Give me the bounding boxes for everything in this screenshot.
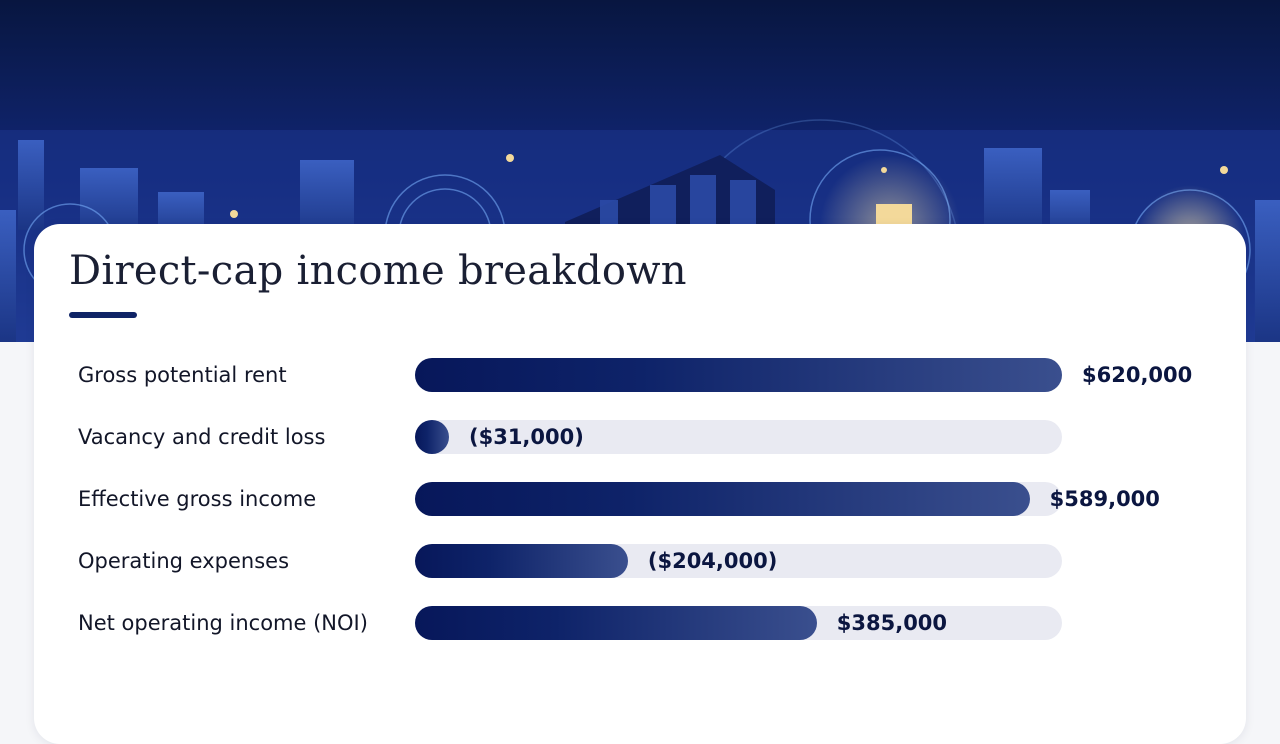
- chart-card: [34, 224, 1246, 744]
- data-label: $589,000: [1049, 487, 1160, 511]
- bar-track: [415, 358, 1062, 392]
- data-label: ($31,000): [469, 425, 584, 449]
- category-label: Vacancy and credit loss: [78, 425, 326, 449]
- title-underline: [69, 312, 137, 318]
- bar: [415, 358, 1062, 392]
- bar: [415, 544, 628, 578]
- category-label: Operating expenses: [78, 549, 290, 573]
- bar: [415, 482, 1030, 516]
- category-label: Net operating income (NOI): [78, 611, 368, 635]
- bar: [415, 420, 449, 454]
- category-label: Effective gross income: [78, 487, 317, 511]
- bar-track: [415, 482, 1062, 516]
- bar-track: [415, 606, 1062, 640]
- data-label: $385,000: [836, 611, 948, 635]
- data-label: $620,000: [1082, 363, 1193, 387]
- chart-title: Direct-cap income breakdown: [69, 248, 687, 294]
- data-label: ($204,000): [647, 549, 778, 573]
- bar: [415, 606, 817, 640]
- category-label: Gross potential rent: [78, 363, 287, 387]
